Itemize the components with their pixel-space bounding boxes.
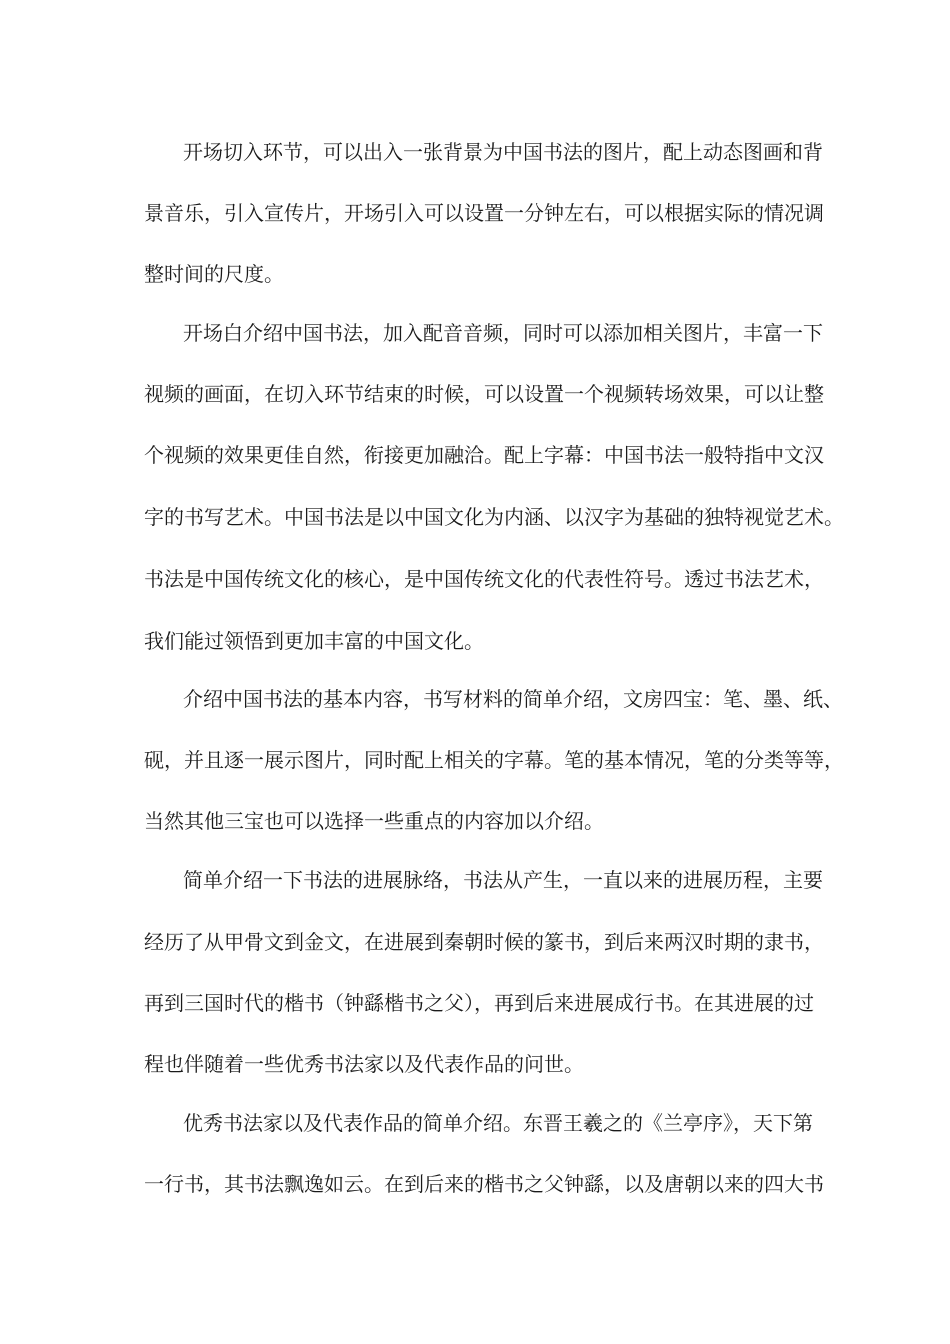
paragraph-2-line-3: 个视频的效果更佳自然，衔接更加融洽。配上字幕：中国书法一般特指中文汉 [144, 443, 824, 467]
paragraph-3-line-3: 当然其他三宝也可以选择一些重点的内容加以介绍。 [144, 809, 604, 833]
paragraph-4-line-1: 简单介绍一下书法的进展脉络，书法从产生，一直以来的进展历程，主要 [183, 868, 823, 892]
paragraph-2-line-6: 我们能过领悟到更加丰富的中国文化。 [144, 629, 484, 653]
paragraph-4-line-4: 程也伴随着一些优秀书法家以及代表作品的问世。 [144, 1052, 584, 1076]
paragraph-2-line-2: 视频的画面，在切入环节结束的时候，可以设置一个视频转场效果，可以让整 [144, 382, 824, 406]
paragraph-4-line-3: 再到三国时代的楷书（钟繇楷书之父），再到后来进展成行书。在其进展的过 [144, 991, 814, 1015]
paragraph-4-line-2: 经历了从甲骨文到金文，在进展到秦朝时候的篆书，到后来两汉时期的隶书， [144, 930, 824, 954]
paragraph-5-line-2: 一行书，其书法飘逸如云。在到后来的楷书之父钟繇，以及唐朝以来的四大书 [144, 1172, 824, 1196]
paragraph-1-line-2: 景音乐，引入宣传片，开场引入可以设置一分钟左右，可以根据实际的情况调 [144, 201, 824, 225]
paragraph-3-line-1: 介绍中国书法的基本内容，书写材料的简单介绍，文房四宝：笔、墨、纸、 [183, 687, 843, 711]
paragraph-5-line-1: 优秀书法家以及代表作品的简单介绍。东晋王羲之的《兰亭序》，天下第 [183, 1111, 813, 1135]
paragraph-3-line-2: 砚，并且逐一展示图片，同时配上相关的字幕。笔的基本情况，笔的分类等等， [144, 748, 844, 772]
paragraph-2-line-1: 开场白介绍中国书法，加入配音音频，同时可以添加相关图片，丰富一下 [183, 321, 823, 345]
paragraph-1-line-3: 整时间的尺度。 [144, 262, 284, 286]
paragraph-1-line-1: 开场切入环节，可以出入一张背景为中国书法的图片，配上动态图画和背 [183, 140, 823, 164]
paragraph-2-line-4: 字的书写艺术。中国书法是以中国文化为内涵、以汉字为基础的独特视觉艺术。 [144, 505, 844, 529]
paragraph-2-line-5: 书法是中国传统文化的核心，是中国传统文化的代表性符号。透过书法艺术， [144, 567, 824, 591]
